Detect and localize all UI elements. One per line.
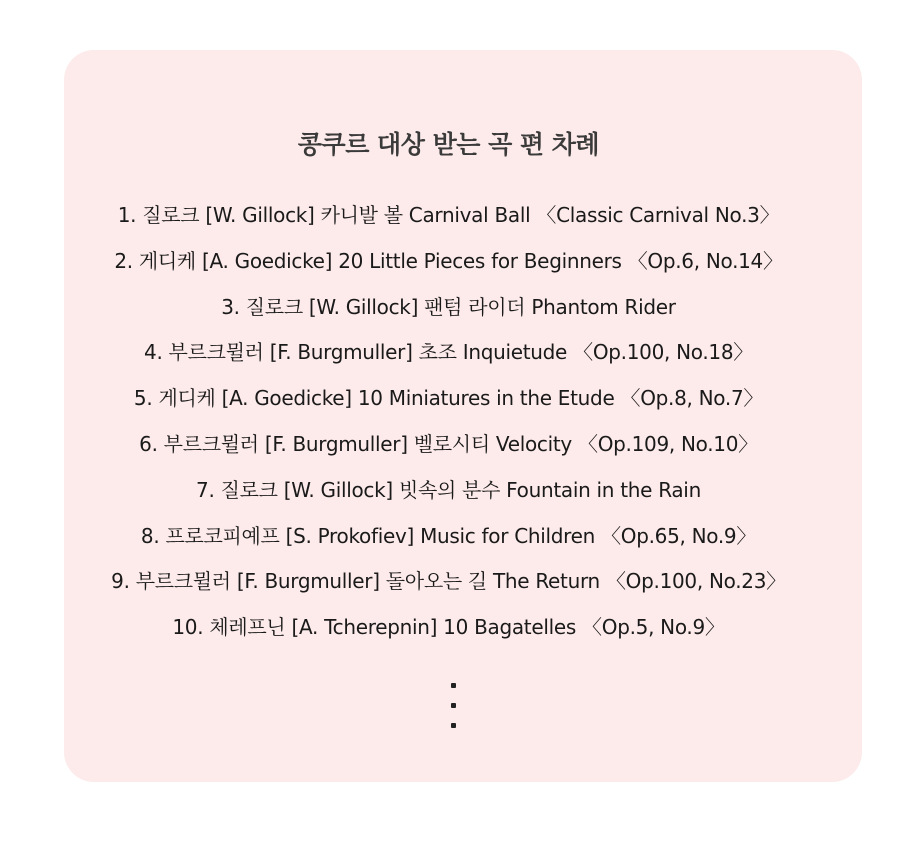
vertical-ellipsis-icon bbox=[451, 683, 457, 729]
list-item: 10. 체레프닌 [A. Tcherepnin] 10 Bagatelles 〈Op.5, No.9〉 bbox=[172, 615, 725, 640]
list-item: 1. 질로크 [W. Gillock] 카니발 볼 Carnival Ball 〈Classic Carnival No.3〉 bbox=[117, 203, 780, 227]
list-item: 6. 부르크뮐러 [F. Burgmuller] 벨로시티 Velocity 〈Op.109, No.10〉 bbox=[139, 431, 758, 456]
list-item: 8. 프로코피예프 [S. Prokofiev] Music for Children 〈Op.65, No.9〉 bbox=[140, 523, 757, 548]
list-item: 7. 질로크 [W. Gillock] 빗속의 분수 Fountain in the Rain bbox=[196, 477, 701, 502]
list-item: 5. 게디케 [A. Goedicke] 10 Miniatures in the Etude 〈Op.8, No.7〉 bbox=[133, 386, 764, 411]
list-item: 9. 부르크뮐러 [F. Burgmuller] 돌아오는 길 The Return 〈Op.100, No.23〉 bbox=[111, 569, 786, 594]
list-item: 3. 질로크 [W. Gillock] 팬텀 라이더 Phantom Rider bbox=[221, 294, 676, 319]
list-item: 4. 부르크뮐러 [F. Burgmuller] 초조 Inquietude 〈Op.100, No.18〉 bbox=[144, 340, 753, 365]
list-item: 2. 게디케 [A. Goedicke] 20 Little Pieces for Beginners 〈Op.6, No.14〉 bbox=[114, 248, 783, 273]
contents-title: 콩쿠르 대상 받는 곡 편 차례 bbox=[297, 130, 600, 159]
contents-list bbox=[0, 197, 897, 655]
